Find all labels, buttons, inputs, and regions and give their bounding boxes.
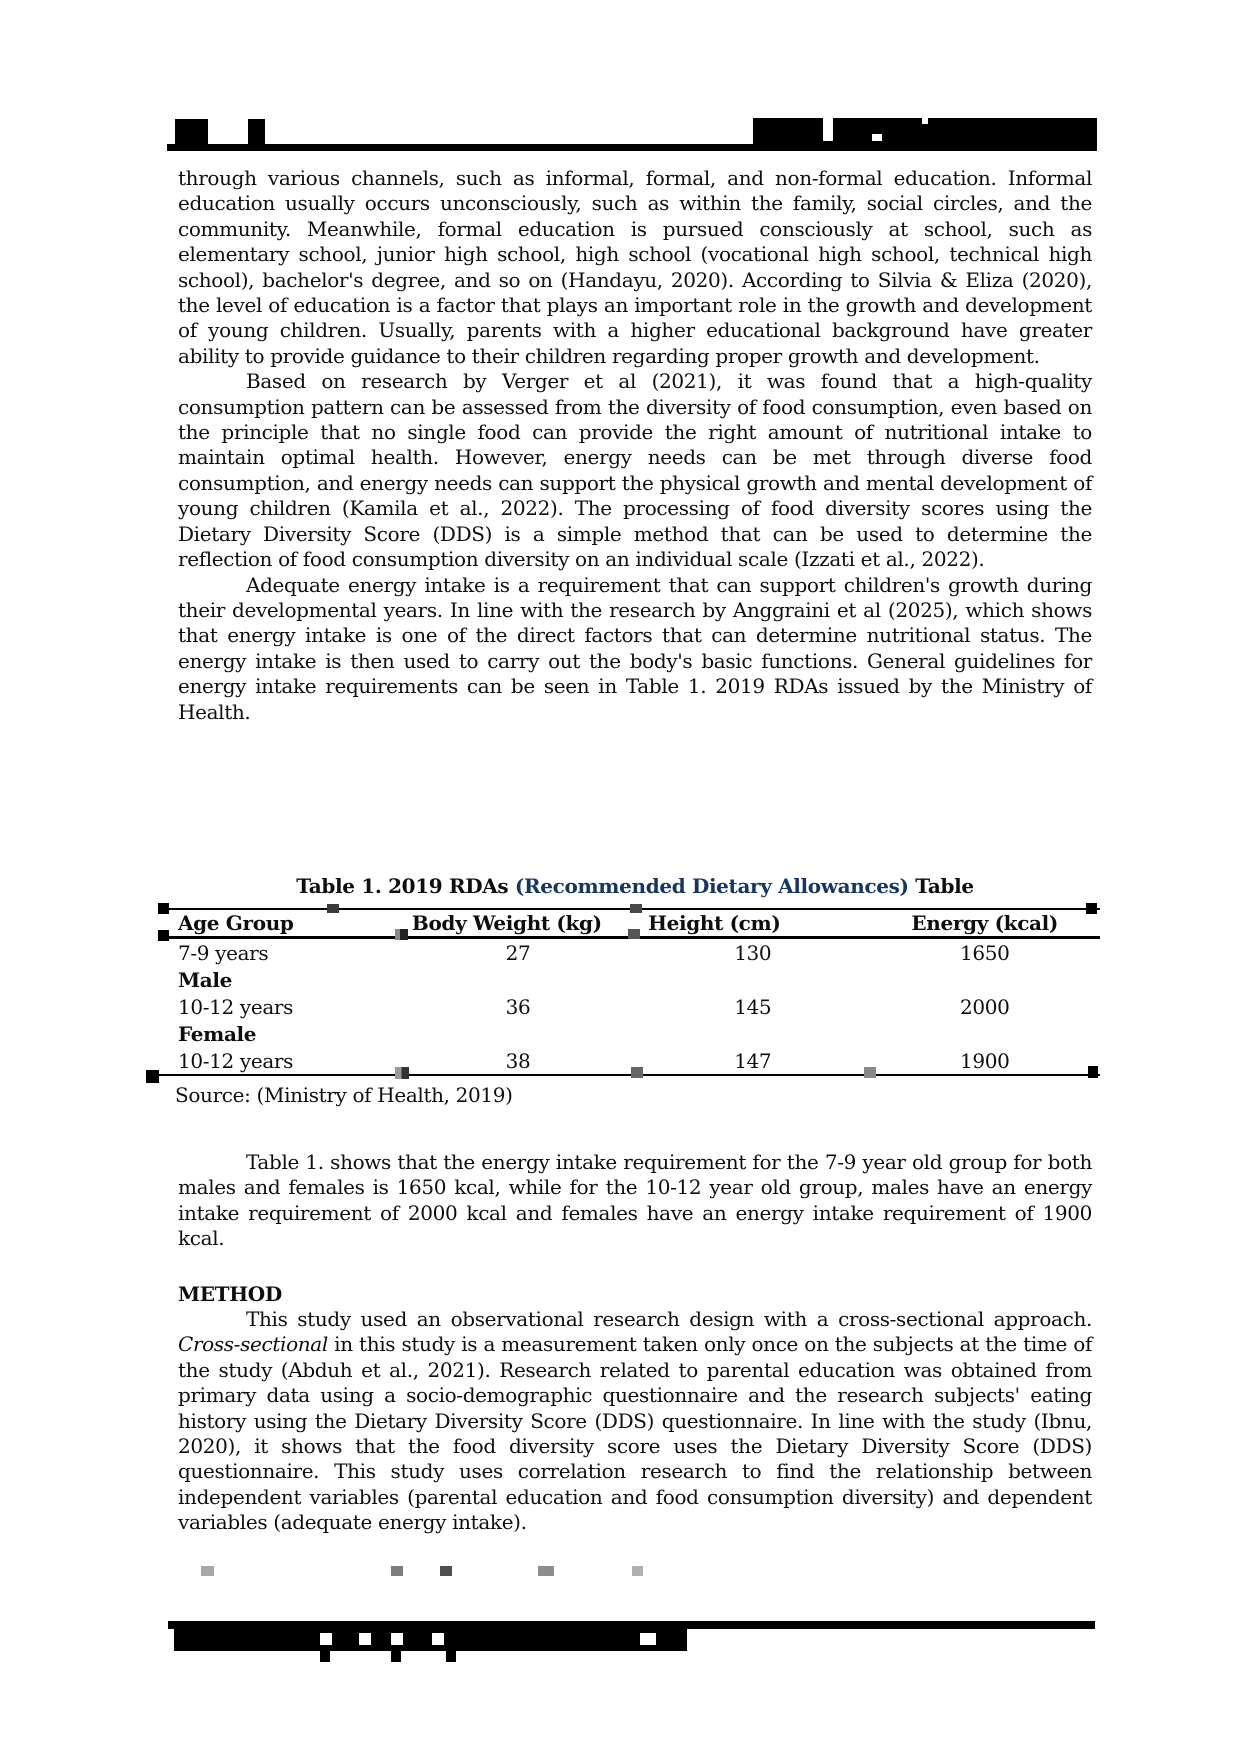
cell-age-group: Male (178, 967, 233, 992)
table-header-age-group: Age Group (178, 911, 294, 935)
header-redaction-baseline (167, 144, 1097, 151)
table-handle (395, 929, 408, 940)
body-text-column (178, 166, 1092, 725)
after-table-paragraph: Table 1. shows that the energy intake requirement for the 7-9 year old group for both males and females is 1650 kcal, while for the 10-12 year old group, males have an energy intake requirement of 2000 kcal and females have an energy intake requirement of 1900 kcal. (178, 1150, 1092, 1251)
table-handle (630, 904, 642, 913)
table-title-prefix: Table 1. 2019 RDAs (296, 874, 515, 898)
cell-energy: 1900 (959, 1048, 1010, 1073)
cell-height: 147 (734, 1048, 772, 1073)
cell-age-group: 7-9 years (178, 940, 269, 965)
table-handle (395, 1067, 409, 1079)
table-source: Source: (Ministry of Health, 2019) (175, 1083, 513, 1107)
table-header-energy: Energy (kcal) (911, 911, 1058, 935)
cell-energy: 1650 (959, 940, 1010, 965)
table-handle (1086, 903, 1097, 914)
table-handle (327, 904, 339, 913)
scan-smudge (201, 1566, 214, 1576)
table-header-height: Height (cm) (648, 911, 781, 935)
table-row (159, 1020, 1100, 1047)
cell-height: 145 (734, 994, 772, 1019)
footer-redaction-tab (446, 1651, 456, 1662)
table-header-body-weight: Body Weight (kg) (411, 911, 602, 935)
cell-age-group: 10-12 years (178, 1048, 294, 1073)
cell-body-weight: 38 (505, 1048, 531, 1073)
table-handle (146, 1070, 159, 1083)
footer-redaction-tab (391, 1651, 401, 1662)
table-handle (628, 929, 640, 939)
scan-smudge (538, 1566, 554, 1576)
method-paragraph-start: This study used an observational research design with a cross-sectional approach. (246, 1307, 1092, 1332)
cell-height: 130 (734, 940, 772, 965)
cell-age-group: Female (178, 1021, 257, 1046)
body-paragraph-1: through various channels, such as informal, formal, and non-formal education. Informal education usually occurs unconsciously, such as within the family, social circles, and the community. Meanwhile, formal education is pursued consciously at school, such as elementary school, junior high school, high school (vocational high school, technical high school), bachelor's degree, and so on (Handayu, 2020). According to Silvia & Eliza (2020), the level of education is a factor that plays an important role in the growth and development of young children. Usually, parents with a higher educational background have greater ability to provide guidance to their children regarding proper growth and development. (178, 166, 1092, 368)
method-paragraph (178, 1307, 1092, 1536)
footer-redaction-tab (320, 1651, 330, 1662)
table-row (159, 939, 1100, 966)
method-heading: METHOD (178, 1281, 282, 1306)
footer-redaction-block (174, 1629, 687, 1651)
table-handle (1088, 1066, 1098, 1078)
table-title-highlight: (Recommended Dietary Allowances) (514, 874, 909, 898)
method-paragraph-end: in this study is a measurement taken only once on the subjects at the time of the study (Abduh et al., 2021). Research related to parental education was obtained from primary data using a socio-demographic questionnaire and the research subjects' eating history using the Dietary Diversity Score (DDS) questionnaire. In line with the study (Ibnu, 2020), it shows that the food diversity score uses the Dietary Diversity Score (DDS) questionnaire. This study uses correlation research to find the relationship between independent variables (parental education and food consumption diversity) and dependent variables (adequate energy intake). (178, 1332, 1092, 1535)
cell-energy: 2000 (959, 994, 1010, 1019)
cell-body-weight: 27 (505, 940, 531, 965)
table-row (159, 993, 1100, 1020)
table-title (178, 872, 1092, 900)
table-handle (158, 903, 169, 914)
table-title-suffix: Table (908, 874, 974, 898)
header-redaction-block-left-1 (175, 119, 208, 145)
table-handle (158, 930, 169, 941)
scan-smudge (632, 1566, 643, 1576)
footer-redaction-baseline (168, 1621, 1095, 1629)
header-redaction-block-right (753, 118, 1097, 145)
table-row (159, 966, 1100, 993)
table-row (159, 1047, 1100, 1074)
cell-age-group: 10-12 years (178, 994, 294, 1019)
method-text-column (178, 1150, 1092, 1536)
table-handle (631, 1067, 643, 1078)
scan-smudge (391, 1566, 403, 1576)
body-paragraph-2: Based on research by Verger et al (2021), it was found that a high-quality consumption pattern can be assessed from the diversity of food consumption, even based on the principle that no single food can provide the right amount of nutritional intake to maintain optimal health. However, energy needs can be met through diverse food consumption, and energy needs can support the physical growth and mental development of young children (Kamila et al., 2022). The processing of food diversity scores using the Dietary Diversity Score (DDS) is a simple method that can be used to determine the reflection of food consumption diversity on an individual scale (Izzati et al., 2022). (178, 369, 1092, 572)
scan-smudge (440, 1566, 452, 1576)
table-handle (864, 1067, 876, 1078)
body-paragraph-3: Adequate energy intake is a requirement that can support children's growth during their developmental years. In line with the research by Anggraini et al (2025), which shows that energy intake is one of the direct factors that can determine nutritional status. The energy intake is then used to carry out the body's basic functions. General guidelines for energy intake requirements can be seen in Table 1. 2019 RDAs issued by the Ministry of Health. (178, 572, 1092, 724)
cell-body-weight: 36 (505, 994, 531, 1019)
method-paragraph-italic-term: Cross-sectional (178, 1332, 328, 1357)
header-redaction-block-left-2 (248, 119, 265, 145)
